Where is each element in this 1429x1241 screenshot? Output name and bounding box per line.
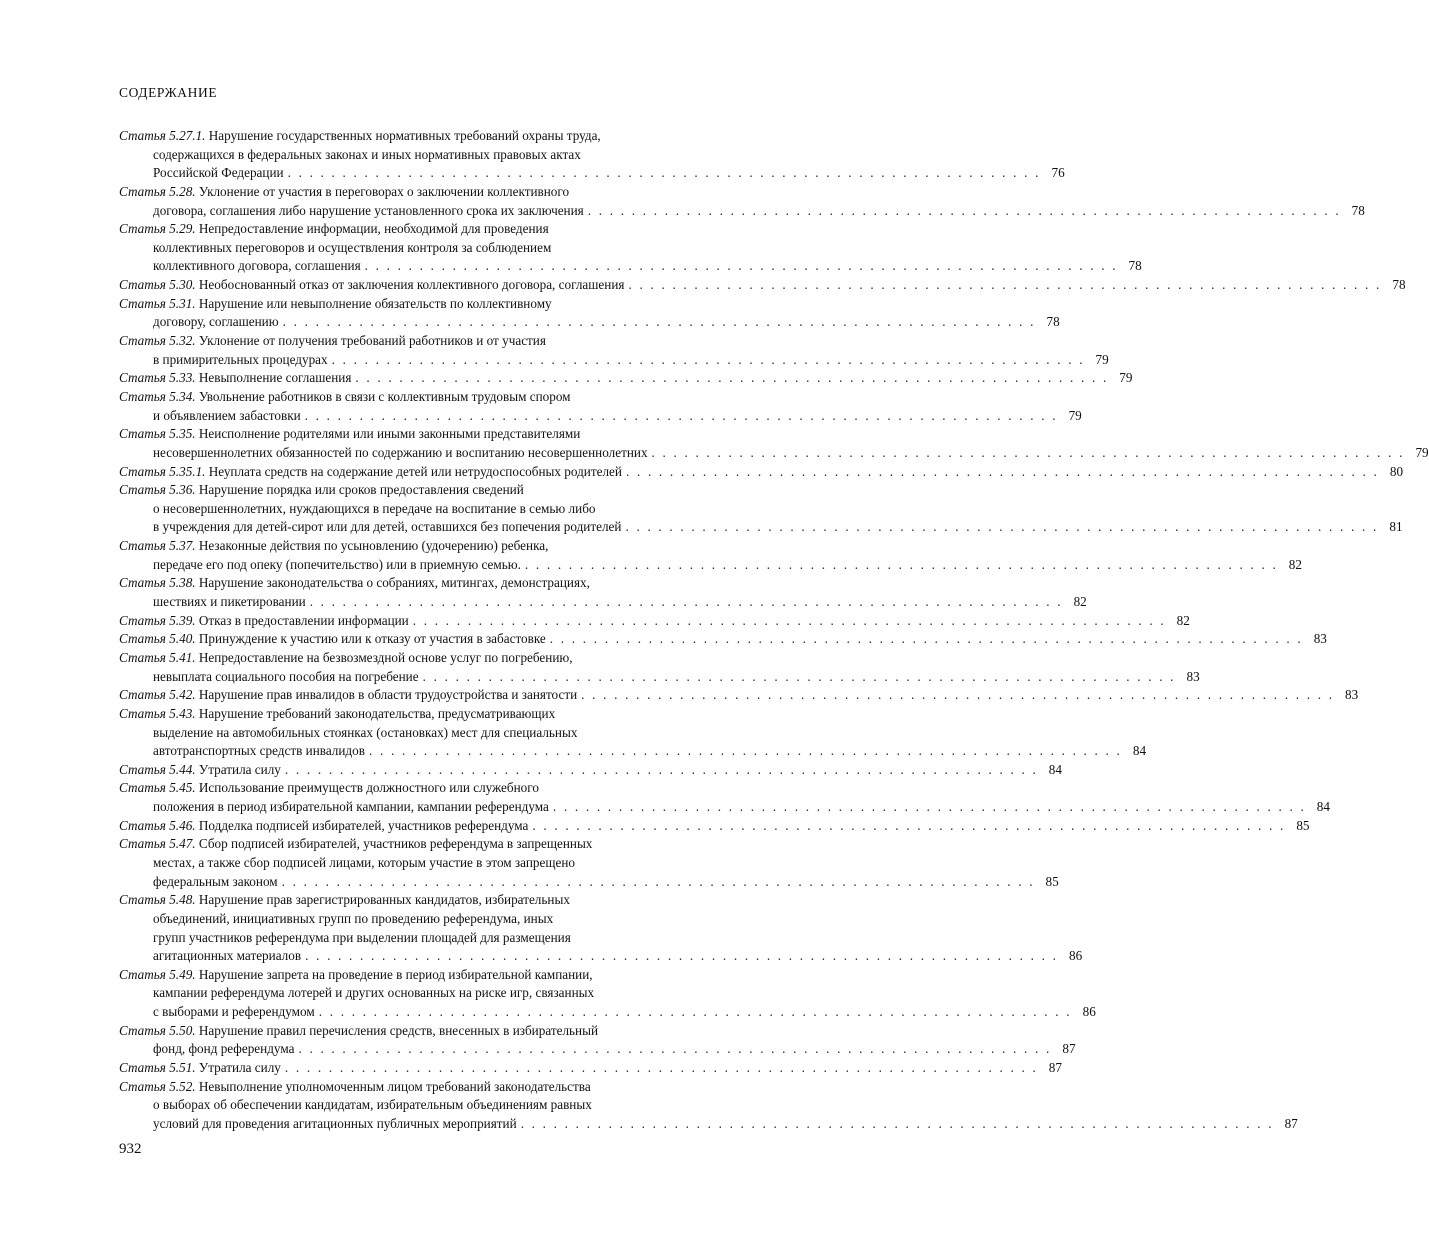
toc-page-number: 84 [1132,743,1147,759]
toc-entry-line [119,388,767,407]
toc-page-number: 76 [1051,165,1065,181]
article-number: Статья 5.49. [119,966,196,982]
toc-entry-line [119,463,1404,482]
toc-page-number: 84 [1048,761,1062,777]
leader-dots: . . . . . . . . . . . . . . . . . . . . . . . . . . . . . . . . . . . . . . . . . . . . . . . . . . . . . . . . . . . . . . . . . . . . . [625,519,1379,535]
toc-entry-line [119,239,767,258]
article-number: Статья 5.38. [119,575,196,591]
toc-entry-line [119,761,1062,780]
article-number: Статья 5.35. [119,426,196,442]
toc-entry-line [119,1022,767,1041]
toc-entry-text [119,706,555,721]
toc-entry-text [153,1003,315,1022]
toc-entry [119,779,1330,816]
leader-dots: . . . . . . . . . . . . . . . . . . . . . . . . . . . . . . . . . . . . . . . . . . . . . . . . . . . . . . . . . . . . . . . . . . . . . [368,743,1123,759]
toc-entry [119,295,1060,332]
article-title: Сбор подписей избирателей, участников референдума в запрещенных [198,836,593,852]
article-title: Нарушение запрета на проведение в период избирательной кампании, [198,966,593,982]
toc-entry-text [119,221,549,236]
leader-dots: . . . . . . . . . . . . . . . . . . . . . . . . . . . . . . . . . . . . . . . . . . . . . . . . . . . . . . . . . . . . . . . . . . . . . [524,556,1278,572]
toc-entry-text [119,761,281,780]
toc-entry-text [119,612,409,631]
article-number: Статья 5.50. [119,1022,196,1038]
article-number: Статья 5.43. [119,705,196,721]
toc-entry-text [119,1079,591,1094]
toc-entry-text [153,930,571,945]
article-title: фонд, фонд референдума [153,1041,295,1057]
article-title: Российской Федерации [153,165,284,181]
article-title: местах, а также сбор подписей лицами, которым участие в этом запрещено [153,854,575,870]
toc-entry [119,369,1133,388]
leader-dots: . . . . . . . . . . . . . . . . . . . . . . . . . . . . . . . . . . . . . . . . . . . . . . . . . . . . . . . . . . . . . . . . . . . . . [532,817,1286,833]
toc-page-number: 86 [1082,1004,1096,1020]
toc-entry-text [153,593,306,612]
article-title: автотранспортных средств инвалидов [153,743,365,759]
toc-entry-text [119,892,570,907]
article-number: Статья 5.29. [119,221,196,237]
toc-entry [119,1059,1062,1078]
article-title: Нарушение порядка или сроков предоставления сведений [198,482,524,498]
toc-entry [119,183,1365,220]
toc-entry-text [119,1059,281,1078]
toc-entry-line [119,873,1059,892]
toc-page-number: 87 [1284,1115,1298,1131]
article-number: Статья 5.44. [119,761,196,777]
toc-entry-line [119,929,767,948]
article-number: Статья 5.27.1. [119,128,206,143]
toc-entry-line [119,183,767,202]
article-title: Нарушение правил перечисления средств, внесенных в избирательный [198,1022,599,1038]
toc-entry-line [119,966,767,985]
article-title: Подделка подписей избирателей, участников референдума [198,817,529,833]
toc-page-number: 83 [1345,687,1359,703]
toc-entry [119,630,1327,649]
toc-page-number: 78 [1392,277,1406,293]
leader-dots: . . . . . . . . . . . . . . . . . . . . . . . . . . . . . . . . . . . . . . . . . . . . . . . . . . . . . . . . . . . . . . . . . . . . . [355,370,1109,386]
article-title: Нарушение прав зарегистрированных кандидатов, избирательных [198,892,570,908]
toc-entry [119,761,1062,780]
toc-entry-text [153,1040,294,1059]
article-number: Статья 5.42. [119,687,196,703]
article-title: Утратила силу [198,761,281,777]
toc-entry-line [119,481,767,500]
leader-dots: . . . . . . . . . . . . . . . . . . . . . . . . . . . . . . . . . . . . . . . . . . . . . . . . . . . . . . . . . . . . . . . . . . . . . [549,631,1303,647]
article-number: Статья 5.30. [119,277,196,293]
article-title: с выборами и референдумом [153,1004,315,1020]
leader-dots: . . . . . . . . . . . . . . . . . . . . . . . . . . . . . . . . . . . . . . . . . . . . . . . . . . . . . . . . . . . . . . . . . . . . . [287,165,1041,181]
toc-entry-line [119,1040,1076,1059]
article-title: и объявлением забастовки [153,407,301,423]
toc-entry-line [119,612,1190,631]
toc-entry-text [119,575,590,590]
article-title: Принуждение к участию или к отказу от участия в забастовке [198,631,546,647]
leader-dots: . . . . . . . . . . . . . . . . . . . . . . . . . . . . . . . . . . . . . . . . . . . . . . . . . . . . . . . . . . . . . . . . . . . . . [284,1060,1038,1076]
toc-entry-line [119,668,1200,687]
leader-dots: . . . . . . . . . . . . . . . . . . . . . . . . . . . . . . . . . . . . . . . . . . . . . . . . . . . . . . . . . . . . . . . . . . . . . [628,277,1382,293]
article-number: Статья 5.48. [119,892,196,908]
toc-page-number: 87 [1062,1041,1076,1057]
article-title: о выборах об обеспечении кандидатам, избирательным объединениям равных [153,1097,592,1113]
page-number: 932 [119,1141,142,1157]
toc-entry-line [119,779,767,798]
toc-entry-text [119,817,528,836]
leader-dots: . . . . . . . . . . . . . . . . . . . . . . . . . . . . . . . . . . . . . . . . . . . . . . . . . . . . . . . . . . . . . . . . . . . . . [331,351,1085,367]
toc-entry-line [119,705,767,724]
article-number: Статья 5.33. [119,370,196,386]
toc-entry-line [119,556,1302,575]
toc-entry-line [119,910,767,929]
toc-entry-text [153,742,365,761]
toc-entry [119,574,1087,611]
leader-dots: . . . . . . . . . . . . . . . . . . . . . . . . . . . . . . . . . . . . . . . . . . . . . . . . . . . . . . . . . . . . . . . . . . . . . [309,594,1063,610]
article-title: Уклонение от получения требований работников и от участия [198,333,546,349]
article-title: Уклонение от участия в переговорах о заключении коллективного [198,183,570,199]
article-title: Незаконные действия по усыновлению (удочерению) ребенка, [198,538,549,554]
toc-entry-line [119,127,767,146]
toc-entry-text [153,1115,517,1134]
toc-entry-line [119,1096,767,1115]
article-title: в учреждения для детей-сирот или для детей, оставшихся без попечения родителей [153,519,622,535]
article-title: коллективного договора, соглашения [153,258,361,274]
toc-entry-line [119,854,767,873]
leader-dots: . . . . . . . . . . . . . . . . . . . . . . . . . . . . . . . . . . . . . . . . . . . . . . . . . . . . . . . . . . . . . . . . . . . . . [305,948,1059,964]
leader-dots: . . . . . . . . . . . . . . . . . . . . . . . . . . . . . . . . . . . . . . . . . . . . . . . . . . . . . . . . . . . . . . . . . . . . . [651,444,1405,460]
article-title: Отказ в предоставлении информации [198,612,409,628]
article-title: Нарушение или невыполнение обязательств по коллективному [198,295,552,311]
article-title: Нарушение требований законодательства, предусматривающих [198,705,556,721]
article-number: Статья 5.45. [119,780,196,796]
toc-entry-line [119,425,767,444]
leader-dots: . . . . . . . . . . . . . . . . . . . . . . . . . . . . . . . . . . . . . . . . . . . . . . . . . . . . . . . . . . . . . . . . . . . . . [412,612,1166,628]
toc-entry-line [119,649,767,668]
toc-entry-line [119,630,1327,649]
article-title: положения в период избирательной кампании, кампании референдума [153,799,549,815]
toc-entry-text [153,444,648,463]
toc-page-number: 85 [1296,817,1310,833]
toc-entry-text [153,873,278,892]
leader-dots: . . . . . . . . . . . . . . . . . . . . . . . . . . . . . . . . . . . . . . . . . . . . . . . . . . . . . . . . . . . . . . . . . . . . . [281,873,1035,889]
toc-page-number: 83 [1186,668,1200,684]
toc-page-number: 87 [1048,1060,1062,1076]
leader-dots: . . . . . . . . . . . . . . . . . . . . . . . . . . . . . . . . . . . . . . . . . . . . . . . . . . . . . . . . . . . . . . . . . . . . . [318,1004,1072,1020]
toc-entry [119,835,1059,891]
table-of-contents [119,127,1429,1134]
toc-entry-text [153,985,594,1000]
toc-entry-text [119,482,524,497]
toc-entry-line [119,202,1365,221]
toc-page-number: 78 [1128,258,1142,274]
article-title: невыплата социального пособия на погребение [153,668,419,684]
leader-dots: . . . . . . . . . . . . . . . . . . . . . . . . . . . . . . . . . . . . . . . . . . . . . . . . . . . . . . . . . . . . . . . . . . . . . [587,202,1341,218]
leader-dots: . . . . . . . . . . . . . . . . . . . . . . . . . . . . . . . . . . . . . . . . . . . . . . . . . . . . . . . . . . . . . . . . . . . . . [581,687,1335,703]
toc-entry [119,537,1302,574]
article-title: Нарушение законодательства о собраниях, митингах, демонстрациях, [198,575,590,591]
article-number: Статья 5.52. [119,1078,196,1094]
article-title: содержащихся в федеральных законах и иных нормативных правовых актах [153,146,581,162]
article-title: объединений, инициативных групп по проведению референдума, иных [153,910,554,926]
toc-entry-line [119,1003,1096,1022]
toc-entry-text [119,686,577,705]
toc-entry [119,891,1083,966]
toc-entry-line [119,164,1065,183]
article-title: о несовершеннолетних, нуждающихся в передаче на воспитание в семью либо [153,500,596,516]
toc-entry-text [119,184,569,199]
toc-entry-text [153,257,361,276]
toc-entry-text [119,276,624,295]
article-title: шествиях и пикетировании [153,594,306,610]
toc-entry-text [119,389,571,404]
toc-entry-text [119,369,351,388]
toc-entry-line [119,742,1147,761]
article-number: Статья 5.28. [119,183,196,199]
page-heading: СОДЕРЖАНИЕ [119,85,218,100]
toc-entry-text [153,240,551,255]
article-title: Неисполнение родителями или иными законными представителями [198,426,581,442]
toc-entry-text [119,1023,598,1038]
toc-entry [119,481,1403,537]
toc-entry-text [153,668,419,687]
toc-entry-text [153,147,581,162]
toc-entry-line [119,369,1133,388]
toc-entry [119,388,1082,425]
toc-entry-line [119,1059,1062,1078]
toc-entry [119,966,1096,1022]
toc-entry-line [119,500,767,519]
leader-dots: . . . . . . . . . . . . . . . . . . . . . . . . . . . . . . . . . . . . . . . . . . . . . . . . . . . . . . . . . . . . . . . . . . . . . [284,761,1038,777]
toc-page-number: 79 [1068,407,1082,423]
article-number: Статья 5.36. [119,482,196,498]
article-title: выделение на автомобильных стоянках (остановках) мест для специальных [153,724,578,740]
toc-entry-line [119,257,1142,276]
article-title: договора, соглашения либо нарушение установленного срока их заключения [153,202,584,218]
toc-page-number: 82 [1073,594,1087,610]
toc-entry [119,425,1429,462]
leader-dots: . . . . . . . . . . . . . . . . . . . . . . . . . . . . . . . . . . . . . . . . . . . . . . . . . . . . . . . . . . . . . . . . . . . . . [304,407,1058,423]
toc-page-number: 79 [1415,444,1429,460]
toc-entry-line [119,891,767,910]
toc-entry-line [119,593,1087,612]
toc-entry [119,649,1200,686]
article-title: Нарушение прав инвалидов в области трудоустройства и занятости [198,687,578,703]
toc-entry-text [153,351,328,370]
toc-entry [119,127,1065,183]
article-title: Использование преимуществ должностного или служебного [198,780,539,796]
toc-entry-text [153,164,284,183]
article-title: Непредоставление на безвозмездной основе услуг по погребению, [198,649,573,665]
article-title: Необоснованный отказ от заключения коллективного договора, соглашения [198,277,625,293]
toc-entry-line [119,1078,767,1097]
article-title: Неуплата средств на содержание детей или нетрудоспособных родителей [208,463,622,479]
toc-page-number: 83 [1313,631,1327,647]
toc-entry [119,220,1142,276]
toc-entry-line [119,332,767,351]
toc-page-number: 84 [1316,799,1330,815]
toc-entry-text [119,296,552,311]
toc-entry-text [119,780,539,795]
toc-entry-text [119,630,546,649]
article-title: несовершеннолетних обязанностей по содержанию и воспитанию несовершеннолетних [153,444,648,460]
toc-entry-line [119,220,767,239]
toc-page-number: 79 [1095,351,1109,367]
toc-entry-text [119,463,622,482]
toc-entry-text [153,1097,592,1112]
article-title: кампании референдума лотерей и других основанных на риске игр, связанных [153,985,595,1001]
article-title: Утратила силу [198,1060,281,1076]
article-title: условий для проведения агитационных публичных мероприятий [153,1115,517,1131]
toc-entry-line [119,313,1060,332]
article-number: Статья 5.37. [119,538,196,554]
toc-entry-line [119,518,1403,537]
leader-dots: . . . . . . . . . . . . . . . . . . . . . . . . . . . . . . . . . . . . . . . . . . . . . . . . . . . . . . . . . . . . . . . . . . . . . [298,1041,1052,1057]
article-title: Нарушение государственных нормативных требований охраны труда, [208,128,601,143]
toc-entry-text [119,333,546,348]
toc-entry-text [119,128,601,143]
toc-entry-text [153,501,596,516]
toc-entry-text [153,947,301,966]
article-number: Статья 5.34. [119,388,196,404]
toc-page-number: 85 [1045,873,1059,889]
toc-entry [119,332,1109,369]
article-number: Статья 5.31. [119,295,196,311]
toc-page-number: 79 [1119,370,1133,386]
toc-entry-line [119,295,767,314]
toc-entry-line [119,1115,1298,1134]
article-number: Статья 5.39. [119,612,196,628]
toc-page-number: 81 [1389,519,1403,535]
article-number: Статья 5.51. [119,1060,196,1076]
toc-entry-line [119,724,767,743]
leader-dots: . . . . . . . . . . . . . . . . . . . . . . . . . . . . . . . . . . . . . . . . . . . . . . . . . . . . . . . . . . . . . . . . . . . . . [552,799,1306,815]
toc-entry-text [153,556,521,575]
toc-page-number: 86 [1068,948,1083,964]
article-title: федеральным законом [153,873,278,889]
toc-entry-text [119,836,592,851]
toc-entry [119,276,1406,295]
toc-entry-text [153,313,279,332]
toc-entry [119,612,1190,631]
article-number: Статья 5.41. [119,649,196,665]
toc-entry-text [119,650,573,665]
article-title: Невыполнение соглашения [198,370,352,386]
toc-entry-text [153,407,301,426]
toc-entry-text [153,798,549,817]
article-number: Статья 5.32. [119,333,196,349]
toc-entry-line [119,574,767,593]
toc-entry-line [119,276,1406,295]
article-title: агитационных материалов [153,948,302,964]
toc-entry-text [119,426,580,441]
toc-entry-line [119,146,767,165]
toc-entry-text [153,725,577,740]
toc-entry-line [119,798,1330,817]
article-title: коллективных переговоров и осуществления контроля за соблюдением [153,239,552,255]
leader-dots: . . . . . . . . . . . . . . . . . . . . . . . . . . . . . . . . . . . . . . . . . . . . . . . . . . . . . . . . . . . . . . . . . . . . . [282,314,1036,330]
toc-entry-text [119,538,548,553]
toc-entry-line [119,444,1429,463]
toc-entry-line [119,407,1082,426]
toc-entry-line [119,947,1083,966]
article-title: в примирительных процедурах [153,351,328,367]
leader-dots: . . . . . . . . . . . . . . . . . . . . . . . . . . . . . . . . . . . . . . . . . . . . . . . . . . . . . . . . . . . . . . . . . . . . . [625,463,1380,479]
toc-page-number: 78 [1046,314,1060,330]
leader-dots: . . . . . . . . . . . . . . . . . . . . . . . . . . . . . . . . . . . . . . . . . . . . . . . . . . . . . . . . . . . . . . . . . . . . . [422,668,1176,684]
toc-page-number: 78 [1351,202,1365,218]
toc-entry [119,1078,1298,1134]
toc-entry-line [119,817,1310,836]
toc-entry-text [153,911,553,926]
article-title: Непредоставление информации, необходимой для проведения [198,221,549,237]
article-number: Статья 5.46. [119,817,196,833]
toc-entry-text [153,855,575,870]
toc-entry-text [119,967,593,982]
toc-entry-line [119,984,767,1003]
article-title: Невыполнение уполномоченным лицом требований законодательства [198,1078,591,1094]
toc-entry [119,463,1404,482]
toc-page-number: 82 [1176,612,1190,628]
toc-entry [119,1022,1076,1059]
toc-entry [119,817,1310,836]
toc-entry-line [119,351,1109,370]
toc-entry-line [119,835,767,854]
toc-entry [119,705,1147,761]
toc-entry-line [119,686,1359,705]
leader-dots: . . . . . . . . . . . . . . . . . . . . . . . . . . . . . . . . . . . . . . . . . . . . . . . . . . . . . . . . . . . . . . . . . . . . . [520,1115,1274,1131]
article-number: Статья 5.40. [119,631,196,647]
toc-entry-line [119,537,767,556]
article-number: Статья 5.47. [119,836,196,852]
article-title: Увольнение работников в связи с коллективным трудовым спором [198,388,571,404]
article-title: групп участников референдума при выделении площадей для размещения [153,929,571,945]
toc-entry-text [153,518,621,537]
toc-entry-text [153,202,584,221]
toc-page-number: 80 [1389,463,1404,479]
article-title: договору, соглашению [153,314,279,330]
leader-dots: . . . . . . . . . . . . . . . . . . . . . . . . . . . . . . . . . . . . . . . . . . . . . . . . . . . . . . . . . . . . . . . . . . . . . [364,258,1118,274]
toc-page-number: 82 [1288,556,1302,572]
article-number: Статья 5.35.1. [119,463,206,479]
article-title: передаче его под опеку (попечительство) или в приемную семью. [153,556,521,572]
toc-entry [119,686,1359,705]
